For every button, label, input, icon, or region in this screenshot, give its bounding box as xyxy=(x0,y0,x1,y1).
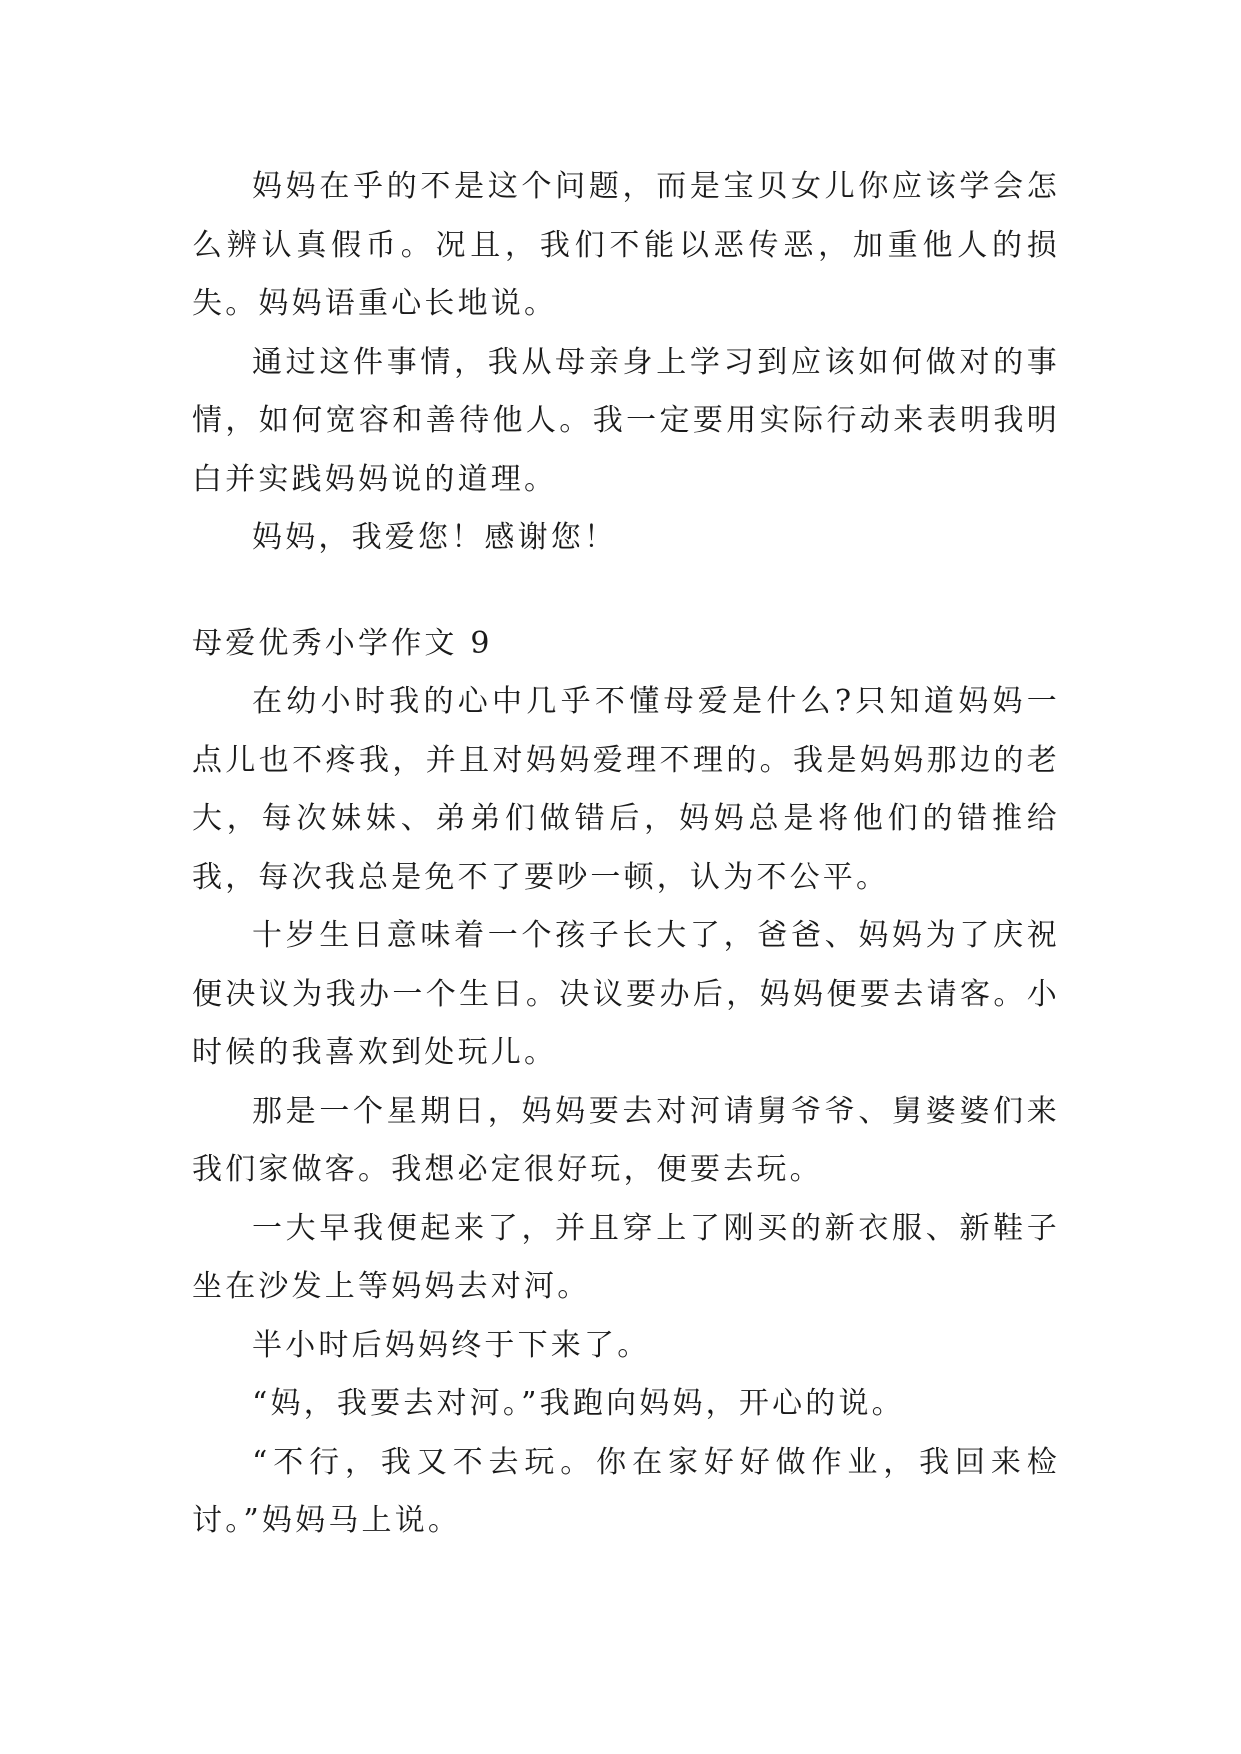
paragraph: 十岁生日意味着一个孩子长大了，爸爸、妈妈为了庆祝便决议为我办一个生日。决议要办后，妈妈便要去请客。小时候的我喜欢到处玩儿。 xyxy=(192,918,1060,1070)
paragraph: 半小时后妈妈终于下来了。 xyxy=(252,1327,651,1363)
paragraph: 那是一个星期日，妈妈要去对河请舅爷爷、舅婆婆们来我们家做客。我想必定很好玩，便要去玩。 xyxy=(192,1093,1060,1187)
paragraph: “不行，我又不去玩。你在家好好做作业，我回来检讨。”妈妈马上说。 xyxy=(192,1444,1060,1538)
paragraph: 妈妈在乎的不是这个问题，而是宝贝女儿你应该学会怎么辨认真假币。况且，我们不能以恶传恶，加重他人的损失。妈妈语重心长地说。 xyxy=(192,169,1060,321)
paragraph: 在幼小时我的心中几乎不懂母爱是什么?只知道妈妈一点儿也不疼我，并且对妈妈爱理不理的。我是妈妈那边的老大，每次妹妹、弟弟们做错后，妈妈总是将他们的错推给我，每次我总是免不了要吵一顿，认为不公平。 xyxy=(192,684,1060,895)
document-body xyxy=(192,158,1060,1551)
paragraph: 通过这件事情，我从母亲身上学习到应该如何做对的事情，如何宽容和善待他人。我一定要用实际行动来表明我明白并实践妈妈说的道理。 xyxy=(192,344,1060,497)
paragraph: 妈妈，我爱您！感谢您！ xyxy=(252,520,618,555)
paragraph: 一大早我便起来了，并且穿上了刚买的新衣服、新鞋子坐在沙发上等妈妈去对河。 xyxy=(192,1210,1060,1304)
paragraph: “妈，我要去对河。”我跑向妈妈，开心的说。 xyxy=(252,1386,905,1421)
section-title: 母爱优秀小学作文 9 xyxy=(192,625,493,661)
